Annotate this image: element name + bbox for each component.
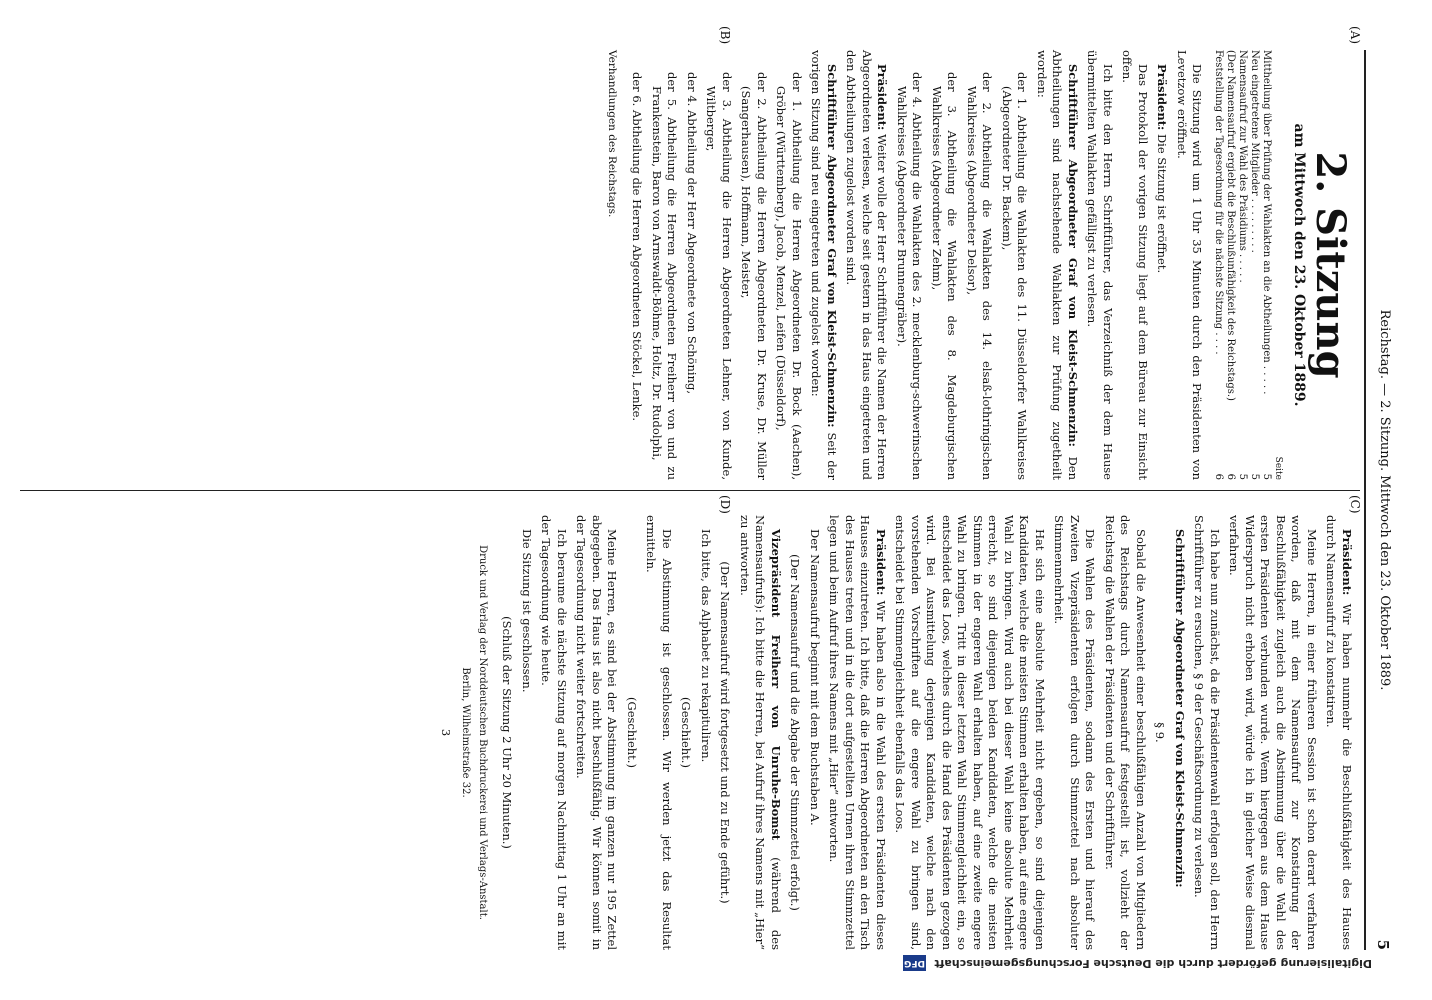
list-item: der 2. Abtheilung die Herren Abgeordneten Dr. Kruse, Dr. Müller (Sangerhausen), Hoffmann, Meister, xyxy=(739,72,769,480)
stage-direction: (Der Namensaufruf wird fortgesetzt und zu Ende geführt.) xyxy=(718,561,733,904)
session-close: (Schluß der Sitzung 2 Uhr 20 Minuten.) xyxy=(500,616,515,849)
toc-row: Feststellung der Tagesordnung für die nächste Sitzung . . . . 6 xyxy=(1213,50,1225,480)
paragraph: Präsident: Wir haben also in die Wahl des ersten Präsidenten dieses Hauses einzutreten. Ich bitte, daß die Herren Abgeordneten an den Tisch des Hauses treten und in die dort aufgestellten Urnen ihren Stimmzettel legen und beim Aufruf ihres Namens mit „Hier“ antworten. xyxy=(827,515,888,951)
paragraph: Sobald die Anwesenheit einer beschlußfähigen Anzahl von Mitgliedern des Reichstags durch Namensaufruf festgestellt ist, vollzieht der Reichstag die Wahlen der Präsidenten und der Schriftführer. xyxy=(1103,515,1148,950)
left-column xyxy=(600,50,1355,480)
paragraph: Vizepräsident Freiherr von Unruhe-Bomst (während des Namensaufrufs): Ich bitte die Herren, bei Aufruf ihres Namens mit „Hier“ zu antworten. xyxy=(738,515,783,951)
paragraph: Ich bitte, das Alphabet zu rekapituliren. xyxy=(699,529,713,763)
right-column xyxy=(434,515,1355,950)
stage-direction: (Der Namensaufruf und die Abgabe der Stimmzettel erfolgt.) xyxy=(788,554,803,911)
paragraph: Ich beraume die nächste Sitzung auf morgen Nachmittag 1 Uhr an mit der Tagesordnung wie heute. xyxy=(539,515,569,950)
section-heading: § 9. xyxy=(1153,722,1168,743)
speaker: Schriftführer Abgeordneter Graf von Kleist-Schmenzin: xyxy=(825,64,839,428)
page-number: 5 xyxy=(1374,939,1392,950)
toc-row: (Der Namensaufruf ergiebt die Beschlußunfähigkeit des Reichstags.) 6 xyxy=(1225,50,1237,480)
toc-header: Seite xyxy=(1273,456,1284,480)
margin-mark-a: (A) xyxy=(1348,26,1362,45)
paragraph: Hat sich eine absolute Mehrheit nicht ergeben, so sind diejenigen Kandidaten, welche die meisten Stimmen erhalten haben, auf eine engere Wahl zu bringen. Wird auch bei dieser Wahl keine absolute Mehrheit erreicht, so sind diejenigen beiden Kandidaten, welche die meisten Stimmen in der engeren Wahl erhalten haben, auf eine zweite engere Wahl zu bringen. Tritt in dieser letzten Wahl Stimmengleichheit ein, so entscheidet das Loos, welches durch die Hand des Präsidenten gezogen wird. Bei Ausmittelung derjenigen Kandidaten, welche nach den vorstehenden Vorschriften auf die engere Wahl zu bringen sind, entscheidet bei Stimmengleichheit ebenfalls das Loos. xyxy=(893,515,1047,950)
toc-row: Mittheilung über Prüfung der Wahlakten an die Abtheilungen . . . . . 5 xyxy=(1261,50,1273,480)
speaker: Schriftführer Abgeordneter Graf von Kleist-Schmenzin: xyxy=(1066,64,1080,447)
paragraph: Schriftführer Abgeordneter Graf von Kleist-Schmenzin: xyxy=(1173,529,1187,888)
list-item: der 2. Abtheilung die Wahlakten des 14. elsaß-lothringischen Wahlkreises (Abgeordneter Delsor), xyxy=(965,72,995,480)
list-item: der 1. Abtheilung die Herren Abgeordneten Dr. Bock (Aachen), Gröber (Württemberg), Jacob, Menzel, Leifen (Düsseldorf), xyxy=(774,72,804,480)
speaker: Präsident: xyxy=(874,529,888,596)
margin-mark-b: (B) xyxy=(718,26,732,45)
paragraph: Meine Herren, in einer früheren Session ist schon derart verfahren worden, daß mit dem Namensaufruf zur Konstatirung der Beschlußfähigkeit zugleich auch die Abstimmung über die Wahl des ersten Präsidenten verbunden wurde. Wenn hiergegen aus dem Hause Widerspruch nicht erhoben wird, würde ich in gleicher Weise diesmal verfahren. xyxy=(1227,515,1319,950)
stage-direction: (Geschieht.) xyxy=(679,697,694,768)
dfg-logo: DFG xyxy=(903,955,926,971)
paragraph: Schriftführer Abgeordneter Graf von Kleist-Schmenzin: Den Abtheilungen sind nachstehende Wahlakten zur Prüfung zugetheilt worden: xyxy=(1035,50,1080,480)
paragraph: Die Wahlen des Präsidenten, sodann des Ersten und hierauf des Zweiten Vizepräsidenten erfolgen durch Stimmzettel nach absoluter Stimmenmehrheit. xyxy=(1052,515,1098,950)
paragraph: Präsident: Weiter wolle der Herr Schriftführer die Namen der Herren Abgeordneten verlesen, welche seit gestern in das Haus eingetreten und den Abtheilungen zugelost worden sind. xyxy=(844,50,890,481)
printer-line: Druck und Verlag der Norddeutschen Buchdruckerei und Verlags-Anstalt. xyxy=(477,545,488,920)
paragraph: Die Abstimmung ist geschlossen. Wir werden jetzt das Resultat ermitteln. xyxy=(644,515,674,950)
toc-row: Neu eingetretene Mitglieder . . . . . . . . . 5 xyxy=(1249,50,1261,480)
margin-mark-c: (C) xyxy=(1348,495,1362,514)
speaker: Präsident: xyxy=(875,64,890,131)
header-rule xyxy=(1364,50,1366,950)
list-item: der 1. Abtheilung die Wahlakten des 11. Düsseldorfer Wahlkreises (Abgeordneter Dr. Backem), xyxy=(1000,72,1030,480)
printer-address: Berlin, Wilhelmstraße 32. xyxy=(460,667,471,798)
session-title: 2. Sitzung xyxy=(1307,151,1354,379)
credit-text: Digitalisierung gefördert durch die Deutsche Forschungsgemeinschaft xyxy=(934,957,1372,970)
margin-mark-d: (D) xyxy=(718,495,732,514)
paragraph: Ich bitte den Herrn Schriftführer, das Verzeichniß der dem Hause übermittelten Wahlakten gefälligst zu verlesen. xyxy=(1085,50,1115,480)
paragraph: Die Sitzung ist geschlossen. xyxy=(520,529,534,693)
paragraph: Schriftführer Abgeordneter Graf von Kleist-Schmenzin: Seit der vorigen Sitzung sind neu eingetreten und zugelost worden: xyxy=(809,50,839,480)
list-item: der 4. Abtheilung der Herr Abgeordnete von Schöning, xyxy=(685,72,699,394)
running-head: Reichstag. — 2. Sitzung. Mittwoch den 23. Oktober 1889. xyxy=(1377,309,1392,691)
stage-direction: (Geschieht.) xyxy=(625,697,639,768)
session-date: am Mittwoch den 23. Oktober 1889. xyxy=(1291,123,1307,407)
paragraph: Präsident: Wir haben nunmehr die Beschlußfähigkeit des Hauses durch Namensaufruf zu konstatiren. xyxy=(1324,515,1354,950)
paragraph: Der Namensaufruf beginnt mit dem Buchstaben A. xyxy=(808,529,822,826)
list-item: der 4. Abtheilung die Wahlakten des 2. mecklenburg-schwerinschen Wahlkreises (Abgeordneter Brunnengräber). xyxy=(895,72,925,480)
speaker: Präsident: xyxy=(1340,529,1354,596)
page-footer: Verhandlungen des Reichstags. xyxy=(606,50,618,218)
paragraph: Meine Herren, es sind bei der Abstimmung im ganzen nur 195 Zettel abgegeben. Das Haus ist also nicht beschlußfähig. Wir können somit in der Tagesordnung nicht weiter fortschreiten. xyxy=(574,515,620,950)
opening-paragraph: Die Sitzung wird um 1 Uhr 35 Minuten durch den Präsidenten von Levetzow eröffnet. xyxy=(1175,50,1205,480)
table-of-contents xyxy=(1213,50,1285,480)
digitization-credit xyxy=(772,955,1372,971)
sheet-number: 3 xyxy=(439,728,453,737)
list-item: der 5. Abtheilung die Herren Abgeordneten Freiherr von und zu Frankenstein, Baron von Arnswaldt-Böhme, Holtz, Dr. Rudolphi, xyxy=(650,72,680,480)
list-item: der 3. Abtheilung die Wahlakten des 8. Magdeburgischen Wahlkreises (Abgeordneter Zehm), xyxy=(930,72,960,480)
speaker: Präsident: xyxy=(1155,64,1170,131)
column-rule xyxy=(20,490,1360,491)
list-item: der 3. Abtheilung die Herren Abgeordneten Lehner, von Kunde, Wiltberger, xyxy=(704,72,734,480)
paragraph: Ich habe nun zunächst, da die Präsidentenwahl erfolgen soll, den Herrn Schriftführer zu ersuchen, § 9 der Geschäftsordnung zu verlesen. xyxy=(1192,515,1222,950)
speaker: Vizepräsident Freiherr von Unruhe-Bomst xyxy=(769,529,783,841)
paragraph: Präsident: Die Sitzung ist eröffnet. xyxy=(1155,64,1170,274)
paragraph: Das Protokoll der vorigen Sitzung liegt auf dem Büreau zur Einsicht offen. xyxy=(1120,50,1150,480)
toc-row: Namensaufruf zur Wahl des Präsidiums . . . . . 5 xyxy=(1237,50,1249,480)
page-header xyxy=(1370,50,1392,950)
list-item: der 6. Abtheilung die Herren Abgeordneten Stöckel, Lenke. xyxy=(630,72,645,422)
